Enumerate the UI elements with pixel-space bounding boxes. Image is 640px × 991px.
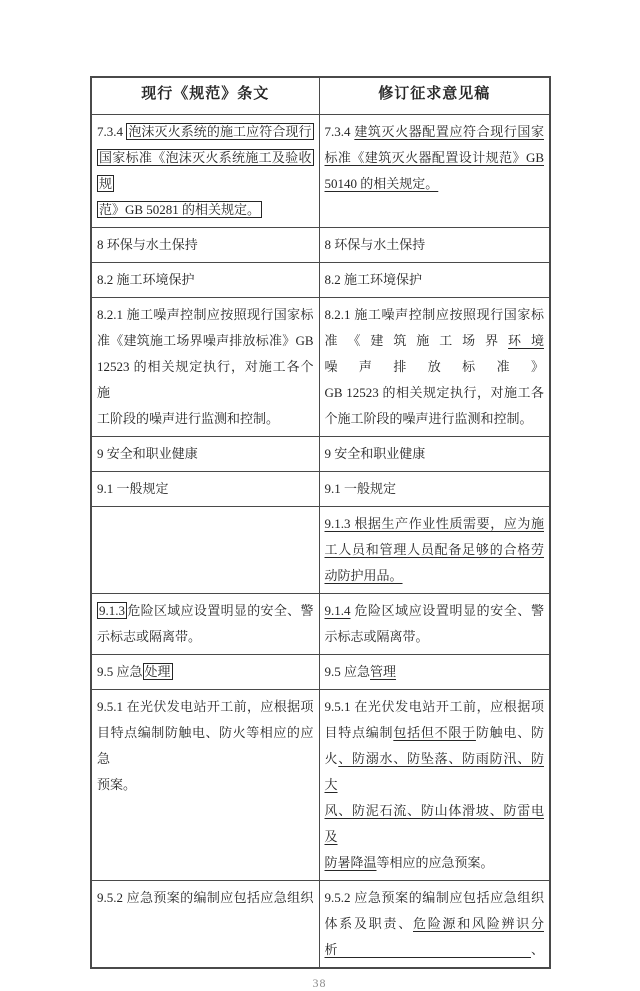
text-segment: 9 安全和职业健康 xyxy=(97,446,198,461)
text-segment: 个施工阶段的噪声进行监测和控制。 xyxy=(324,411,533,426)
cell-revision-draft xyxy=(319,507,550,594)
text-line xyxy=(325,171,545,197)
text-line xyxy=(325,328,545,380)
inserted-text-underline: 危险源和风险辨识分析 xyxy=(324,916,544,957)
text-segment: 8.2.1 施工噪声控制应按照现行国家标 xyxy=(324,307,544,322)
deleted-text-box: 范》GB 50281 的相关规定。 xyxy=(99,202,261,217)
text-line xyxy=(97,328,314,354)
text-line xyxy=(97,354,314,406)
text-line xyxy=(325,145,545,171)
cell-revision-draft xyxy=(319,298,550,437)
text-line xyxy=(325,476,545,502)
text-segment: 体系及职责、 xyxy=(324,916,413,931)
text-line xyxy=(325,885,545,911)
header-revision-draft: 修订征求意见稿 xyxy=(319,77,550,115)
text-segment: 12523 的相关规定执行，对施工各个施 xyxy=(97,359,314,400)
text-line xyxy=(97,119,314,145)
text-segment: 8.2.1 施工噪声控制应按照现行国家标 xyxy=(97,307,314,322)
text-segment: 9.5.1 在光伏发电站开工前，应根据项 xyxy=(324,699,544,714)
text-segment: 9.1 一般规定 xyxy=(324,481,397,496)
text-segment: 8 环保与水土保持 xyxy=(97,237,198,252)
cell-current-spec xyxy=(91,437,319,472)
text-line xyxy=(97,772,314,798)
inserted-text-underline: 工人员和管理人员配备足够的合格劳 xyxy=(324,542,544,557)
text-line xyxy=(325,694,545,720)
text-segment: 9.5.2 应急预案的编制应包括应急组织 xyxy=(324,890,544,905)
cell-current-spec xyxy=(91,298,319,437)
table-row xyxy=(91,594,550,655)
inserted-text-underline: 动防护用品。 xyxy=(324,568,403,583)
text-line xyxy=(97,232,314,258)
cell-revision-draft xyxy=(319,690,550,881)
inserted-text-underline: 、防溺水、防坠落、防雨防汛、防大 xyxy=(324,751,544,792)
table-row xyxy=(91,507,550,594)
cell-current-spec xyxy=(91,263,319,298)
cell-current-spec xyxy=(91,472,319,507)
text-segment: 示标志或隔离带。 xyxy=(97,629,202,644)
inserted-text-underline: 风、防泥石流、防山体滑坡、防雷电及 xyxy=(324,803,544,844)
inserted-text-underline: 建筑灭火器配置应符合现行国家 xyxy=(354,124,544,139)
text-line xyxy=(325,441,545,467)
cell-revision-draft xyxy=(319,594,550,655)
text-segment: 、 xyxy=(530,942,544,957)
text-line xyxy=(325,850,545,876)
deleted-text-box: 处理 xyxy=(144,664,171,679)
text-segment: 噪声排放标准》 xyxy=(324,359,544,374)
text-segment: 防触电、防 xyxy=(475,725,544,740)
text-segment: 准《建筑施工场界 xyxy=(324,333,509,348)
table-row xyxy=(91,115,550,228)
text-line xyxy=(325,624,545,650)
cell-revision-draft xyxy=(319,228,550,263)
inserted-text-underline: 9.1.3 根据生产作业性质需要，应为施 xyxy=(324,516,544,531)
text-segment: 预案。 xyxy=(97,777,137,792)
text-line xyxy=(325,267,545,293)
text-line xyxy=(97,441,314,467)
text-segment: 9.5.1 在光伏发电站开工前，应根据项 xyxy=(97,699,314,714)
document-page xyxy=(90,76,549,991)
text-line xyxy=(97,598,314,624)
cell-current-spec xyxy=(91,881,319,969)
cell-current-spec xyxy=(91,507,319,594)
text-line xyxy=(97,267,314,293)
table-row xyxy=(91,881,550,969)
text-segment: 7.3.4 xyxy=(97,124,127,139)
text-line xyxy=(325,911,545,963)
cell-current-spec xyxy=(91,655,319,690)
text-segment: 工阶段的噪声进行监测和控制。 xyxy=(97,411,280,426)
text-line xyxy=(325,659,545,685)
text-line xyxy=(97,476,314,502)
cell-current-spec xyxy=(91,690,319,881)
table-row xyxy=(91,228,550,263)
text-line xyxy=(325,720,545,746)
text-segment: 9 安全和职业健康 xyxy=(324,446,426,461)
table-header-row xyxy=(91,77,550,115)
text-line xyxy=(97,885,314,911)
text-segment: 危险区域应设置明显的安全、警 xyxy=(350,603,544,618)
text-line xyxy=(325,119,545,145)
deleted-text-box: 国家标准《泡沫灭火系统施工及验收规 xyxy=(99,150,312,191)
text-segment: 7.3.4 xyxy=(324,124,355,139)
text-segment: 8 环保与水土保持 xyxy=(324,237,426,252)
table-row xyxy=(91,263,550,298)
text-segment: 目特点编制防触电、防火等相应的应急 xyxy=(97,725,314,766)
cell-current-spec xyxy=(91,115,319,228)
cell-revision-draft xyxy=(319,472,550,507)
text-segment: 目特点编制 xyxy=(324,725,394,740)
inserted-text-underline: 环境 xyxy=(508,333,544,348)
text-segment: 9.5 应急 xyxy=(324,664,371,679)
cell-revision-draft xyxy=(319,263,550,298)
text-line xyxy=(325,232,545,258)
cell-revision-draft xyxy=(319,115,550,228)
inserted-text-underline: 包括但不限于 xyxy=(393,725,476,740)
table-row xyxy=(91,472,550,507)
comparison-table xyxy=(90,76,551,969)
text-line xyxy=(325,746,545,798)
text-segment: 危险区域应设置明显的安全、警 xyxy=(127,603,314,618)
text-segment: GB 12523 的相关规定执行，对施工各 xyxy=(324,385,544,400)
text-line xyxy=(97,694,314,720)
inserted-text-underline: 50140 的相关规定。 xyxy=(324,176,439,191)
text-segment: 9.1 一般规定 xyxy=(97,481,169,496)
text-line xyxy=(325,563,545,589)
inserted-text-underline: 标准《建筑灭火器配置设计规范》GB xyxy=(324,150,544,165)
text-line xyxy=(325,798,545,850)
cell-revision-draft xyxy=(319,655,550,690)
table-row xyxy=(91,298,550,437)
text-line xyxy=(325,406,545,432)
text-segment: 8.2 施工环境保护 xyxy=(97,272,195,287)
text-segment: 示标志或隔离带。 xyxy=(324,629,429,644)
deleted-text-box: 9.1.3 xyxy=(99,603,125,618)
cell-current-spec xyxy=(91,228,319,263)
text-line xyxy=(97,145,314,197)
text-line xyxy=(325,537,545,563)
text-line xyxy=(97,624,314,650)
text-line xyxy=(97,406,314,432)
text-segment: 火 xyxy=(324,751,339,766)
text-line xyxy=(97,659,314,685)
text-line xyxy=(97,197,314,223)
deleted-text-box: 泡沫灭火系统的施工应符合现行 xyxy=(128,124,312,139)
text-segment: 8.2 施工环境保护 xyxy=(324,272,423,287)
text-segment: 等相应的应急预案。 xyxy=(376,855,494,870)
inserted-text-underline: 管理 xyxy=(370,664,397,679)
text-segment: 9.5.2 应急预案的编制应包括应急组织 xyxy=(97,890,314,905)
header-current-spec: 现行《规范》条文 xyxy=(91,77,319,115)
text-line xyxy=(325,511,545,537)
cell-current-spec xyxy=(91,594,319,655)
cell-revision-draft xyxy=(319,881,550,969)
inserted-text-underline: 防暑降温 xyxy=(324,855,377,870)
text-line xyxy=(97,720,314,772)
table-row xyxy=(91,437,550,472)
inserted-text-underline: 9.1.4 xyxy=(324,603,351,618)
cell-revision-draft xyxy=(319,437,550,472)
page-number: 38 xyxy=(312,976,327,990)
table-row xyxy=(91,690,550,881)
text-line xyxy=(325,598,545,624)
text-line xyxy=(97,302,314,328)
text-line xyxy=(325,380,545,406)
table-row xyxy=(91,655,550,690)
text-line xyxy=(325,302,545,328)
text-segment: 9.5 应急 xyxy=(97,664,143,679)
text-segment: 准《建筑施工场界噪声排放标准》GB xyxy=(97,333,314,348)
